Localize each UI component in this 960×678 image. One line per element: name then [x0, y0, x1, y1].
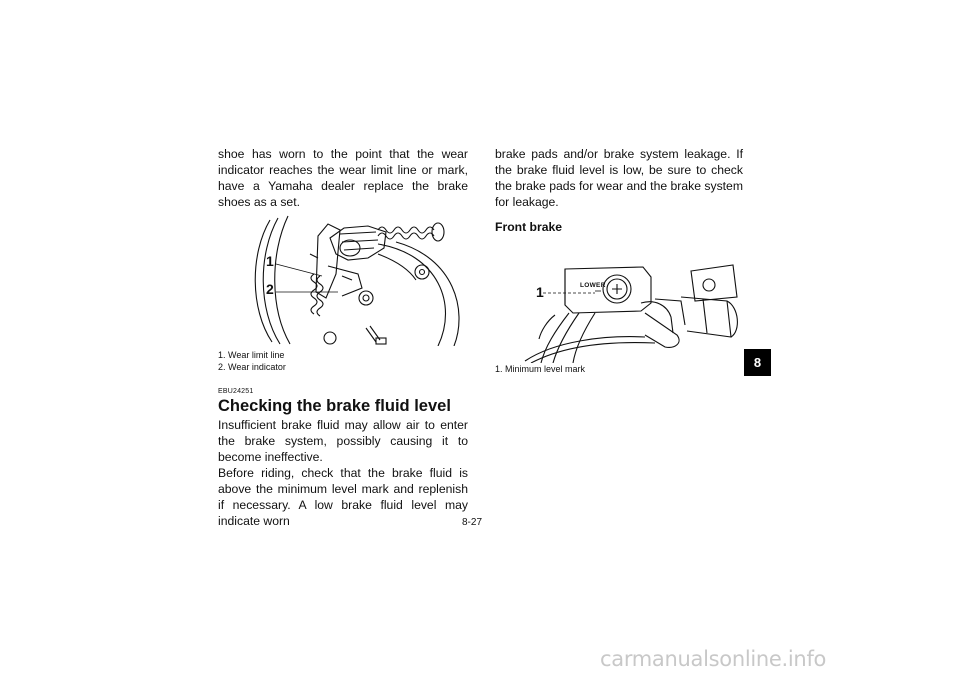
right-intro-text: brake pads and/or brake system leakage. If the brake fluid level is low, be sure to check the brake pads for wear and the brake system for leakage.	[495, 147, 743, 209]
lower-mark-label: LOWER	[580, 282, 606, 289]
paragraph-before-riding: Before riding, check that the brake fluid is above the minimum level mark and replenish if necessary. A low brake fluid level may indicate worn	[218, 466, 468, 528]
rear-brake-illustration	[218, 214, 468, 346]
front-brake-figure	[495, 241, 743, 363]
section-heading: Checking the brake fluid level	[218, 397, 451, 415]
watermark-text: carmanualsonline.info	[600, 647, 827, 671]
left-intro-text: shoe has worn to the point that the wear indicator reaches the wear limit line or mark, have a Yamaha dealer replace the brake shoes as a set.	[218, 147, 468, 209]
caption-wear-limit-line: 1. Wear limit line	[218, 350, 285, 360]
chapter-tab: 8	[744, 349, 771, 376]
figure-caption-list	[218, 349, 468, 373]
figure-callout-1: 1	[266, 253, 274, 269]
right-column	[495, 146, 743, 375]
rear-brake-figure	[218, 214, 468, 346]
figure-callout-2: 2	[266, 281, 274, 297]
front-brake-reservoir-illustration	[495, 241, 743, 363]
caption-minimum-level-mark: 1. Minimum level mark	[495, 364, 586, 374]
front-figure-caption-list	[495, 363, 743, 375]
caption-wear-indicator: 2. Wear indicator	[218, 362, 286, 372]
left-column	[218, 146, 468, 529]
paragraph-insufficient-fluid: Insufficient brake fluid may allow air to enter the brake system, possibly causing it to become ineffective.	[218, 418, 468, 464]
front-figure-callout-1: 1	[536, 284, 544, 300]
page-number: 8-27	[462, 517, 483, 528]
section-code: EBU24251	[218, 388, 254, 395]
front-brake-subheading: Front brake	[495, 220, 563, 234]
